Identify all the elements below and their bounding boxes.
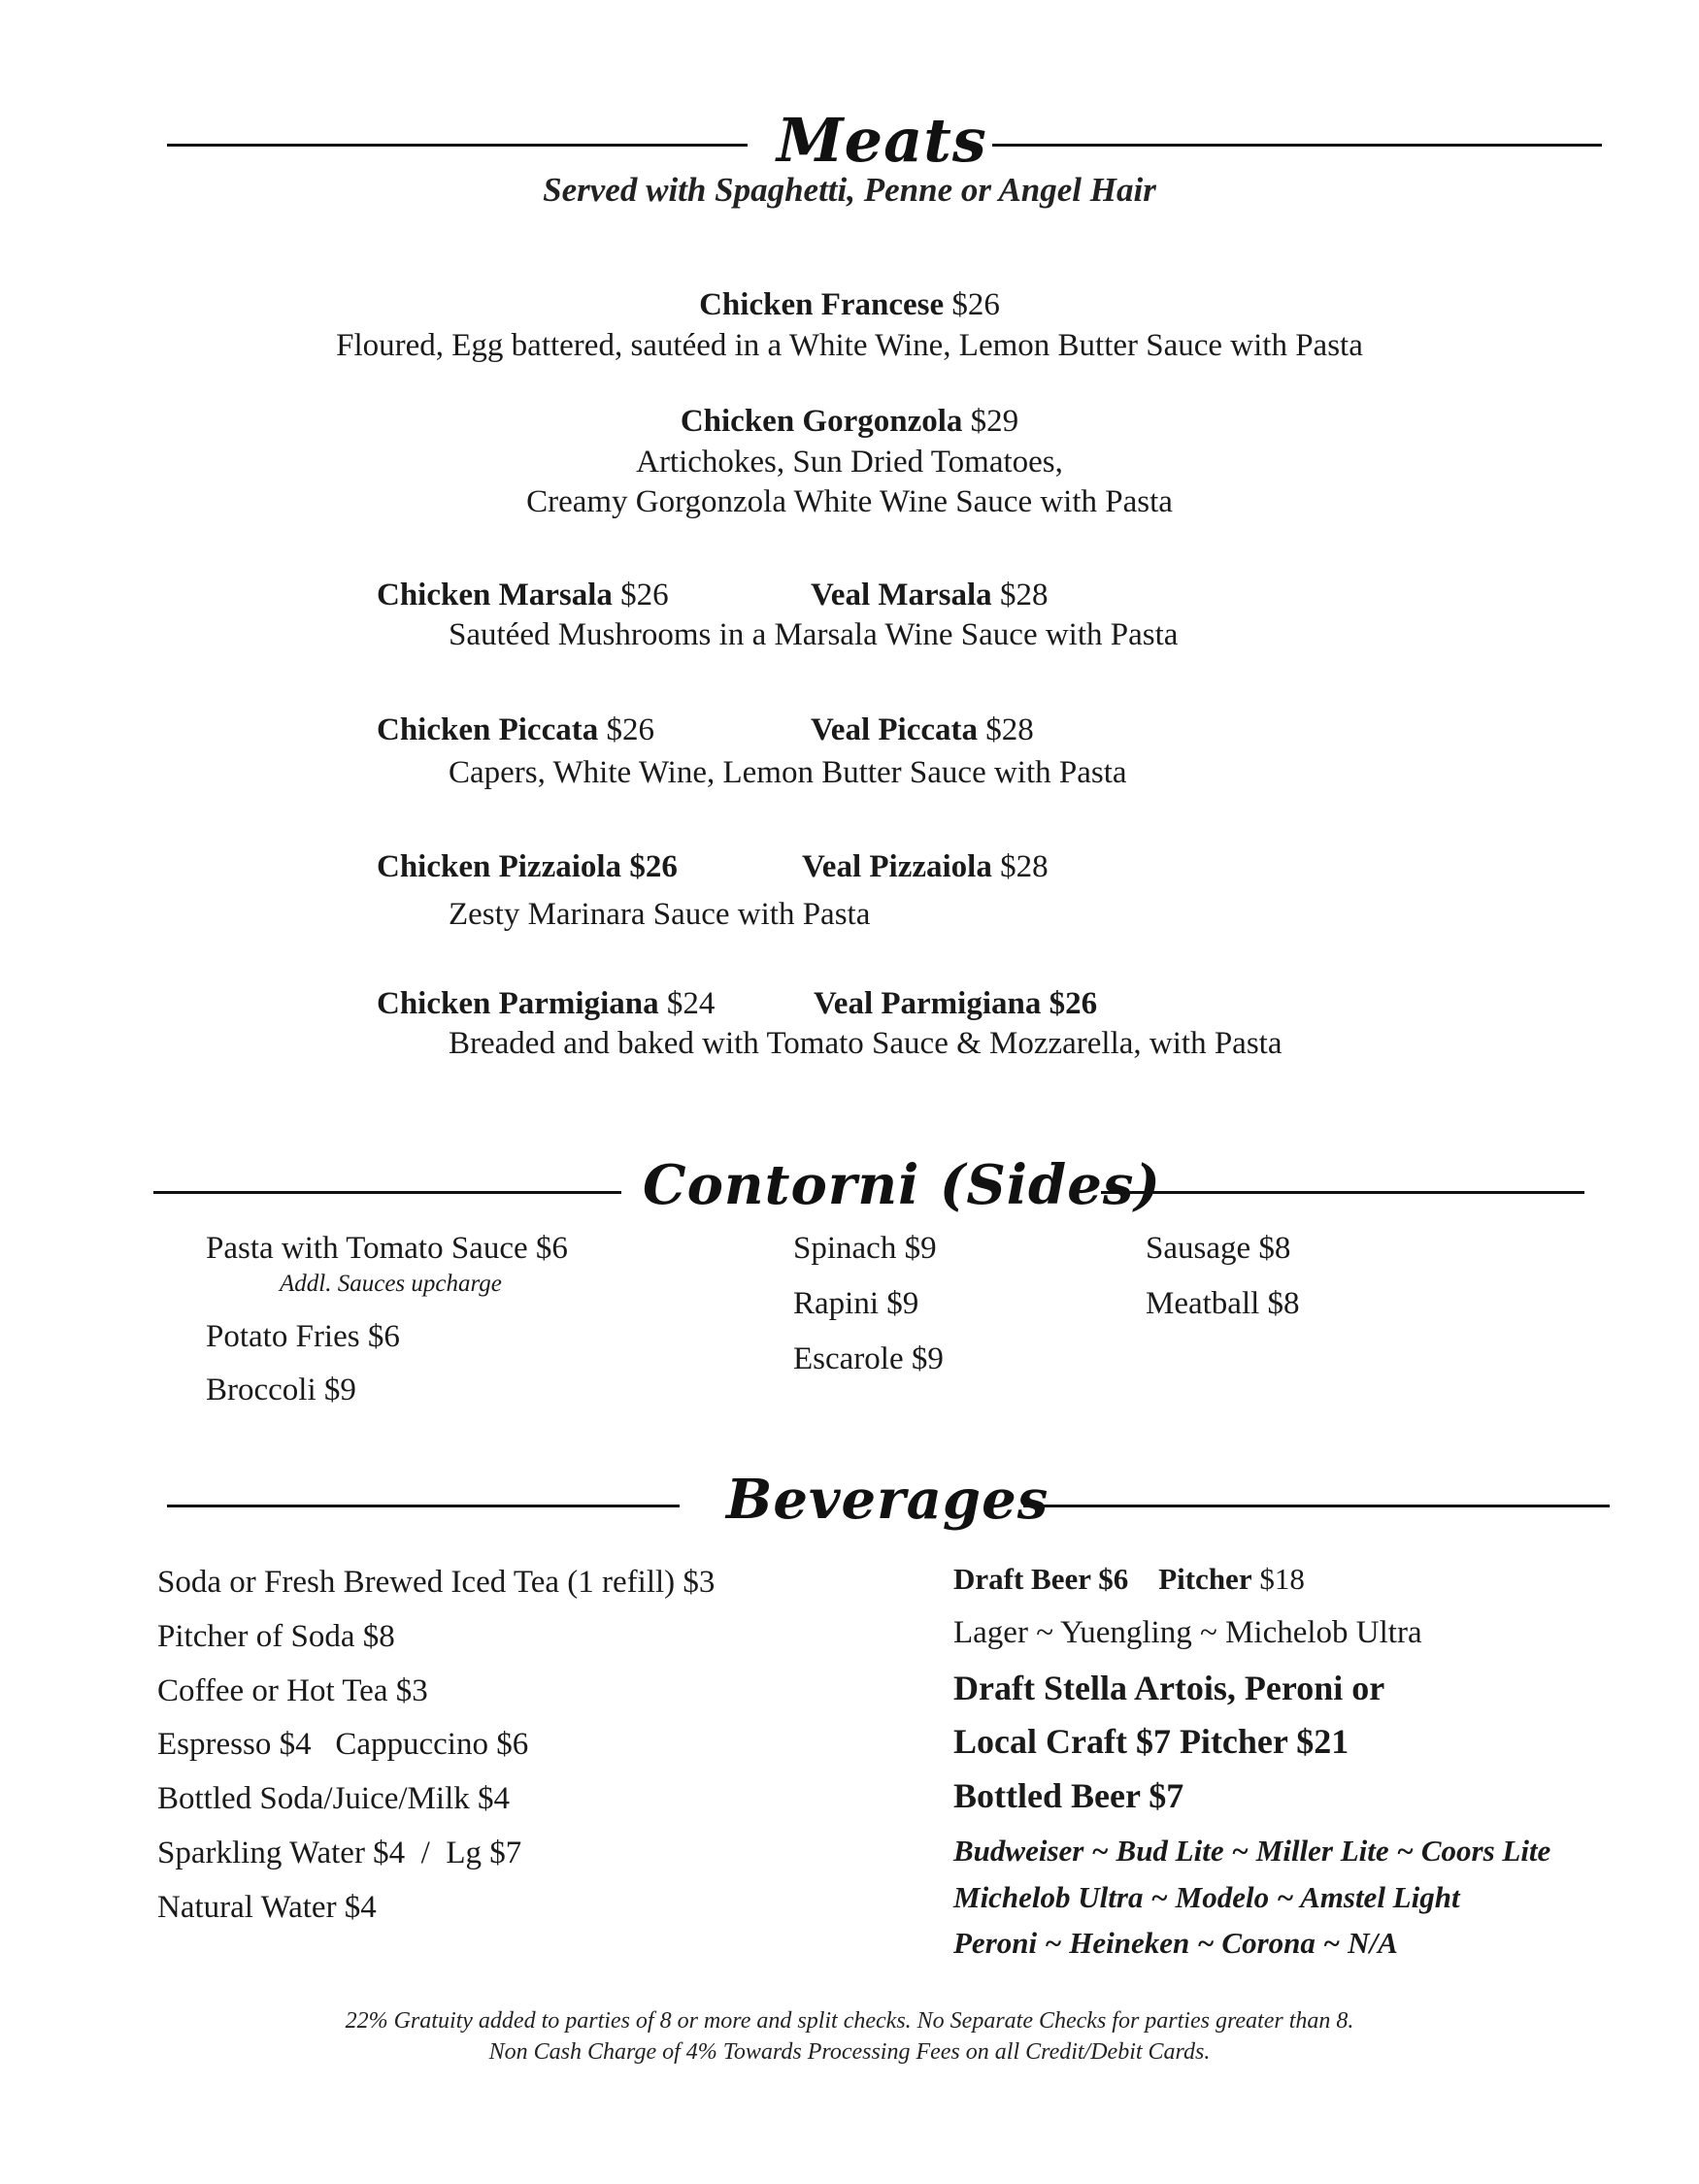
menu-item-chicken-pizzaiola	[377, 849, 678, 885]
footer-gratuity-note: 22% Gratuity added to parties of 8 or more and split checks. No Separate Checks for parties greater than 8.	[345, 2008, 1354, 2034]
sides-title: Contorni (Sides)	[643, 1153, 1161, 1217]
item-price: $26	[629, 849, 678, 884]
item-name: Veal Marsala	[811, 578, 992, 612]
beverage-item: Sparkling Water $4 / Lg $7	[157, 1836, 522, 1870]
side-item-pasta: Pasta with Tomato Sauce $6	[206, 1231, 568, 1266]
item-description: Floured, Egg battered, sautéed in a White Wine, Lemon Butter Sauce with Pasta	[336, 328, 1363, 363]
sides-rule-right	[1101, 1191, 1584, 1194]
side-item-spinach: Spinach $9	[793, 1231, 937, 1266]
pitcher-price: $18	[1259, 1562, 1305, 1596]
side-item-note: Addl. Sauces upcharge	[280, 1271, 502, 1297]
item-price: $26	[606, 712, 654, 747]
meats-rule-right	[992, 144, 1602, 147]
menu-item-chicken-francese	[0, 287, 1699, 323]
item-description: Zesty Marinara Sauce with Pasta	[449, 897, 871, 932]
premium-draft-line-1: Draft Stella Artois, Peroni or	[953, 1669, 1385, 1707]
beverages-title: Beverages	[726, 1468, 1049, 1532]
item-price: $28	[999, 578, 1049, 612]
footer-card-fee-note: Non Cash Charge of 4% Towards Processing Fees on all Credit/Debit Cards.	[488, 2039, 1211, 2065]
beverage-item: Natural Water $4	[157, 1890, 377, 1925]
draft-beer-label: Draft Beer $6	[953, 1562, 1129, 1596]
side-item-meatball: Meatball $8	[1146, 1286, 1300, 1321]
item-name: Chicken Marsala	[377, 578, 613, 612]
side-item-potato: Potato Fries $6	[206, 1319, 400, 1354]
bottled-beer-heading: Bottled Beer $7	[953, 1776, 1184, 1815]
meats-rule-left	[167, 144, 748, 147]
item-name: Chicken Parmigiana	[377, 986, 659, 1021]
side-item-broccoli: Broccoli $9	[206, 1373, 356, 1407]
side-item-escarole: Escarole $9	[793, 1341, 944, 1376]
item-price: $24	[666, 986, 716, 1021]
bottled-beer-list: Budweiser ~ Bud Lite ~ Miller Lite ~ Coors Lite	[953, 1834, 1551, 1868]
menu-item-veal-parmigiana	[814, 986, 1097, 1022]
item-name: Chicken Francese	[699, 287, 945, 322]
beverage-item: Bottled Soda/Juice/Milk $4	[157, 1781, 510, 1816]
menu-item-chicken-parmigiana	[377, 986, 715, 1022]
item-name: Chicken Piccata	[377, 712, 599, 747]
beverage-item: Espresso $4 Cappuccino $6	[157, 1727, 529, 1762]
side-item-rapini: Rapini $9	[793, 1286, 919, 1321]
item-price: $26	[1049, 986, 1098, 1021]
bottled-beer-list: Peroni ~ Heineken ~ Corona ~ N/A	[953, 1926, 1398, 1960]
beverage-item: Coffee or Hot Tea $3	[157, 1673, 428, 1708]
bottled-beer-list: Michelob Ultra ~ Modelo ~ Amstel Light	[953, 1880, 1460, 1914]
item-description: Creamy Gorgonzola White Wine Sauce with Pasta	[526, 484, 1173, 519]
draft-list: Lager ~ Yuengling ~ Michelob Ultra	[953, 1615, 1422, 1650]
item-price: $26	[951, 287, 1000, 322]
beverages-rule-left	[167, 1505, 680, 1507]
item-name: Chicken Pizzaiola	[377, 849, 622, 884]
item-description: Sautéed Mushrooms in a Marsala Wine Sauce with Pasta	[449, 617, 1179, 652]
meats-subtitle: Served with Spaghetti, Penne or Angel Hair	[543, 171, 1156, 209]
item-name: Veal Parmigiana	[814, 986, 1042, 1021]
item-price: $26	[620, 578, 669, 612]
beverage-item: Pitcher of Soda $8	[157, 1619, 395, 1654]
item-name: Veal Pizzaiola	[802, 849, 992, 884]
menu-item-veal-pizzaiola	[802, 849, 1049, 885]
meats-title: Meats	[777, 105, 987, 176]
menu-item-chicken-piccata	[377, 712, 654, 748]
draft-beer-line	[953, 1562, 1305, 1597]
menu-item-veal-marsala	[811, 578, 1048, 613]
beverages-rule-right	[1023, 1505, 1610, 1507]
pitcher-label: Pitcher	[1158, 1562, 1252, 1596]
item-description: Artichokes, Sun Dried Tomatoes,	[636, 445, 1063, 480]
item-price: $28	[1000, 849, 1049, 884]
item-description: Capers, White Wine, Lemon Butter Sauce with Pasta	[449, 755, 1127, 790]
item-name: Veal Piccata	[811, 712, 978, 747]
menu-item-chicken-marsala	[377, 578, 669, 613]
premium-draft-line-2: Local Craft $7 Pitcher $21	[953, 1722, 1349, 1761]
item-name: Chicken Gorgonzola	[680, 404, 963, 439]
side-item-sausage: Sausage $8	[1146, 1231, 1291, 1266]
item-price: $29	[970, 404, 1019, 439]
beverage-item: Soda or Fresh Brewed Iced Tea (1 refill) $3	[157, 1565, 716, 1600]
menu-item-chicken-gorgonzola	[0, 404, 1699, 440]
sides-rule-left	[153, 1191, 621, 1194]
item-description: Breaded and baked with Tomato Sauce & Mozzarella, with Pasta	[449, 1026, 1283, 1061]
menu-item-veal-piccata	[811, 712, 1034, 748]
item-price: $28	[985, 712, 1034, 747]
